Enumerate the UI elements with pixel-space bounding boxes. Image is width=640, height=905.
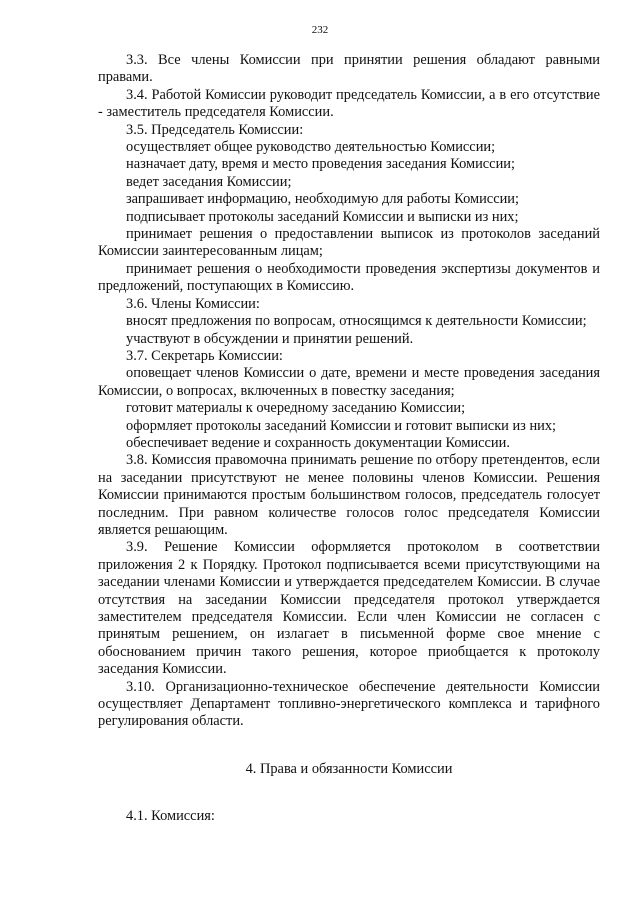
paragraph-3-4: 3.4. Работой Комиссии руководит председатель Комиссии, а в его отсутствие - заместитель председателя Комиссии.	[98, 86, 600, 121]
chairman-duty-6: принимает решения о предоставлении выписок из протоколов заседаний Комиссии заинтересованным лицам;	[98, 226, 600, 260]
chairman-duty-1: осуществляет общее руководство деятельностью Комиссии;	[126, 139, 496, 156]
member-duty-2: участвуют в обсуждении и принятии решений.	[126, 330, 414, 347]
paragraph-3-7: 3.7. Секретарь Комиссии:	[126, 347, 283, 364]
secretary-duty-3: оформляет протоколы заседаний Комиссии и готовит выписки из них;	[126, 417, 557, 434]
subsection-4-1: 4.1. Комиссия:	[126, 808, 215, 825]
member-duty-1: вносят предложения по вопросам, относящимся к деятельности Комиссии;	[126, 313, 587, 330]
paragraph-3-3: 3.3. Все члены Комиссии при принятии решения обладают равными правами.	[98, 52, 600, 86]
secretary-duty-4: обеспечивает ведение и сохранность документации Комиссии.	[126, 434, 510, 451]
page-number: 232	[311, 24, 329, 36]
paragraph-3-10: 3.10. Организационно-техническое обеспечение деятельности Комиссии осуществляет Департамент топливно-энергетического комплекса и тарифного регулирования области.	[98, 678, 600, 730]
chairman-duty-7: принимает решения о необходимости проведения экспертизы документов и предложений, поступающих в Комиссию.	[98, 260, 600, 295]
secretary-duty-1: оповещает членов Комиссии о дате, времени и месте проведения заседания Комиссии, о вопросах, включенных в повестку заседания;	[98, 365, 600, 399]
section-heading: 4. Права и обязанности Комиссии	[245, 760, 453, 777]
paragraph-3-8: 3.8. Комиссия правомочна принимать решение по отбору претендентов, если на заседании присутствуют не менее половины членов Комиссии. Решения Комиссии принимаются простым большинством голосов, председатель голосует последним. При равном количестве голосов голос председателя Комиссии является решающим.	[98, 452, 600, 538]
chairman-duty-5: подписывает протоколы заседаний Комиссии и выписки из них;	[126, 208, 519, 225]
chairman-duty-2: назначает дату, время и место проведения заседания Комиссии;	[126, 156, 515, 173]
paragraph-3-6: 3.6. Члены Комиссии:	[126, 295, 260, 312]
document-body	[98, 52, 600, 826]
secretary-duty-2: готовит материалы к очередному заседанию Комиссии;	[126, 400, 466, 417]
chairman-duty-3: ведет заседания Комиссии;	[126, 173, 292, 190]
paragraph-3-9: 3.9. Решение Комиссии оформляется протоколом в соответствии приложения 2 к Порядку. Протокол подписывается всеми присутствующими на заседании членами Комиссии и утверждается председателем Комиссии. В случае отсутствия на заседании Комиссии председателя протокол утверждается заместителем председателя Комиссии. Если член Комиссии не согласен с принятым решением, он излагает в письменной форме свое мнение с обоснованием причин такого решения, которое приобщается к протоколу заседания Комиссии.	[98, 539, 600, 678]
paragraph-3-5: 3.5. Председатель Комиссии:	[126, 121, 304, 138]
chairman-duty-4: запрашивает информацию, необходимую для работы Комиссии;	[126, 191, 519, 208]
